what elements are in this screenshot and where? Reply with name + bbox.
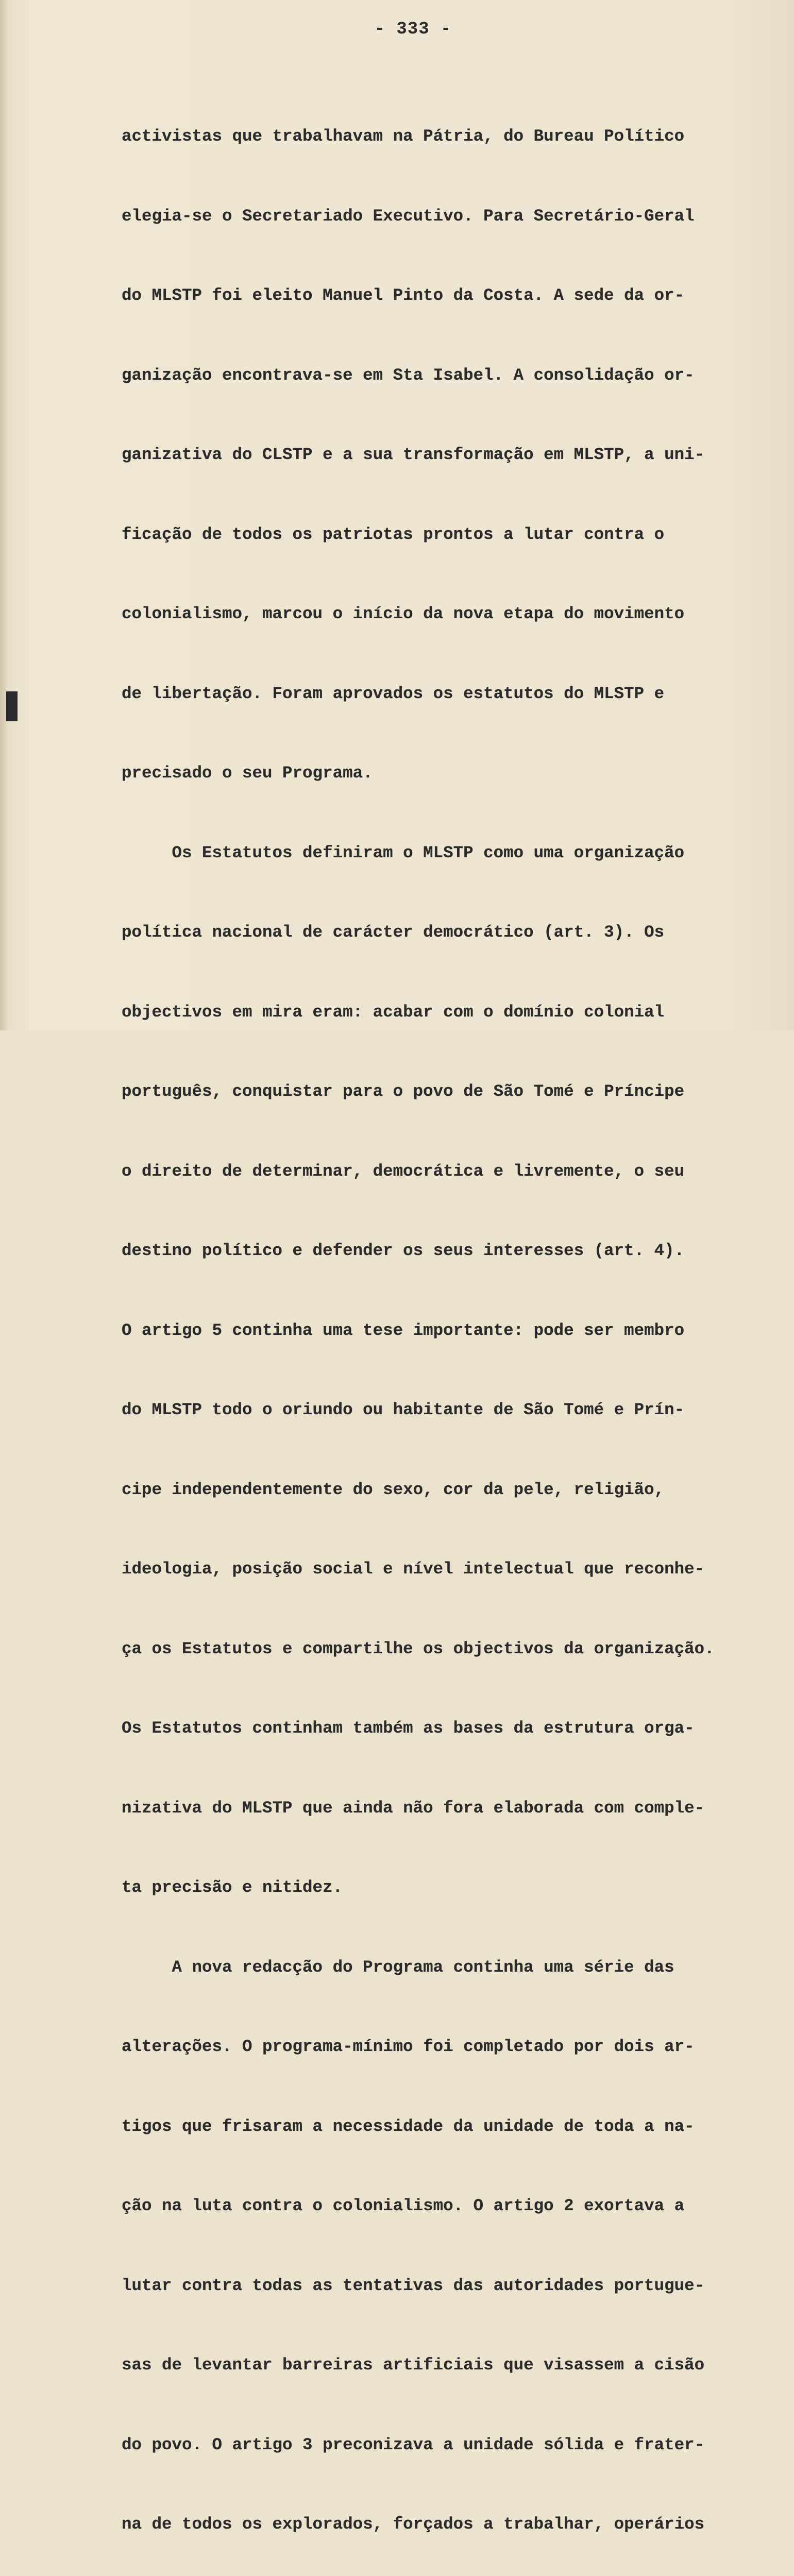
text-line: do MLSTP todo o oriundo ou habitante de São Tomé e Prín- bbox=[122, 1400, 685, 1419]
text-line: A nova redacção do Programa continha uma série das bbox=[122, 1957, 674, 1977]
text-line: política nacional de carácter democrático (art. 3). Os bbox=[122, 923, 665, 942]
body-text bbox=[122, 70, 771, 2576]
page-number: - 333 - bbox=[374, 20, 452, 39]
text-line: elegia-se o Secretariado Executivo. Para Secretário-Geral bbox=[122, 206, 695, 226]
text-line: ganizativa do CLSTP e a sua transformação em MLSTP, a uni- bbox=[122, 445, 705, 464]
text-line: objectivos em mira eram: acabar com o domínio colonial bbox=[122, 1002, 665, 1022]
margin-mark bbox=[6, 691, 18, 721]
text-line: do povo. O artigo 3 preconizava a unidade sólida e frater- bbox=[122, 2435, 705, 2454]
text-line: ça os Estatutos e compartilhe os objectivos da organização. bbox=[122, 1639, 715, 1658]
page-left-edge bbox=[0, 0, 7, 1030]
text-line: ideologia, posição social e nível intelectual que reconhe- bbox=[122, 1560, 705, 1579]
text-line: nizativa do MLSTP que ainda não fora elaborada com comple- bbox=[122, 1798, 705, 1818]
text-line: destino político e defender os seus interesses (art. 4). bbox=[122, 1241, 685, 1260]
text-line: do MLSTP foi eleito Manuel Pinto da Costa. A sede da or- bbox=[122, 286, 685, 305]
text-line: português, conquistar para o povo de São Tomé e Príncipe bbox=[122, 1082, 685, 1101]
text-line: ficação de todos os patriotas prontos a lutar contra o bbox=[122, 524, 665, 544]
text-line: activistas que trabalhavam na Pátria, do Bureau Político bbox=[122, 127, 685, 146]
text-line: Os Estatutos definiram o MLSTP como uma organização bbox=[122, 843, 685, 862]
text-line: na de todos os explorados, forçados a trabalhar, operários bbox=[122, 2515, 705, 2534]
text-line: Os Estatutos continham também as bases da estrutura orga- bbox=[122, 1719, 695, 1738]
text-line: tigos que frisaram a necessidade da unidade de toda a na- bbox=[122, 2116, 695, 2136]
text-line: cipe independentemente do sexo, cor da pele, religião, bbox=[122, 1480, 665, 1499]
text-line: precisado o seu Programa. bbox=[122, 764, 373, 783]
text-line: alterações. O programa-mínimo foi completado por dois ar- bbox=[122, 2037, 695, 2056]
text-line: colonialismo, marcou o início da nova etapa do movimento bbox=[122, 604, 685, 623]
text-line: ganização encontrava-se em Sta Isabel. A consolidação or- bbox=[122, 365, 695, 385]
text-line: ção na luta contra o colonialismo. O artigo 2 exortava a bbox=[122, 2196, 685, 2215]
text-line: lutar contra todas as tentativas das autoridades portugue- bbox=[122, 2276, 705, 2295]
text-line: ta precisão e nitidez. bbox=[122, 1878, 343, 1897]
text-line: o direito de determinar, democrática e livremente, o seu bbox=[122, 1161, 685, 1181]
text-line: de libertação. Foram aprovados os estatutos do MLSTP e bbox=[122, 684, 665, 703]
text-line: sas de levantar barreiras artificiais que visassem a cisão bbox=[122, 2355, 705, 2375]
text-line: O artigo 5 continha uma tese importante: pode ser membro bbox=[122, 1320, 685, 1340]
